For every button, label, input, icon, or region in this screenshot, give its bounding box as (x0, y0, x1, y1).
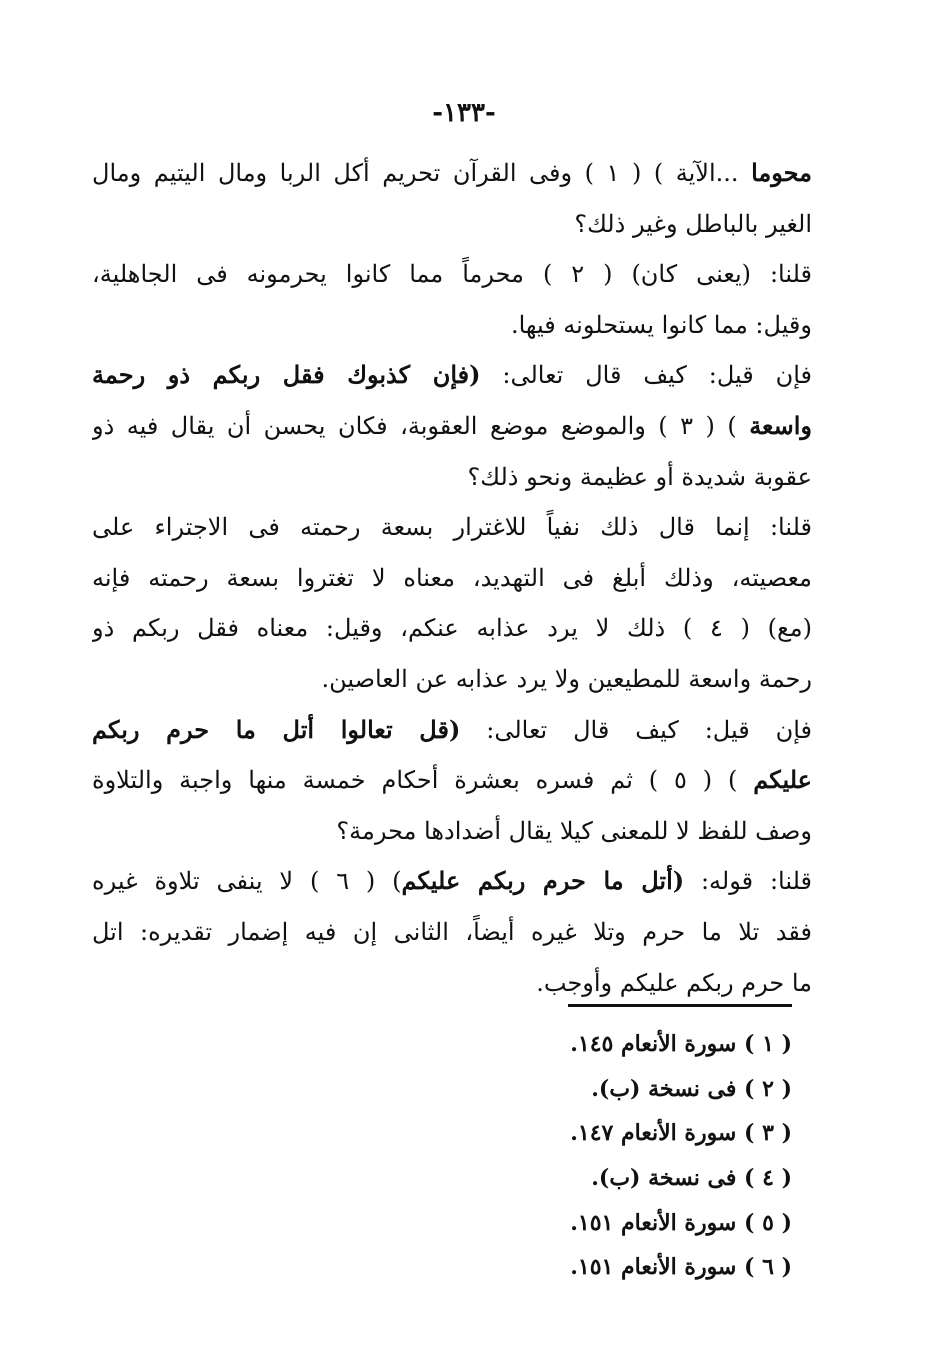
footnote: ( ٤ ) فى نسخة (ب). (591, 1165, 792, 1192)
text-line (92, 806, 812, 857)
text-line (92, 907, 812, 958)
text-line (92, 603, 812, 654)
quran-quote: محوما (751, 158, 812, 187)
text-line (92, 249, 812, 300)
text-line (92, 401, 812, 452)
text-segment: (مع) ( ٤ ) ذلك لا يرد عذابه عنكم، وقيل: معناه فقل ربكم ذو (92, 614, 812, 643)
footnotes (560, 1022, 792, 1290)
footnote: ( ٢ ) فى نسخة (ب). (591, 1075, 792, 1102)
text-line (92, 350, 812, 401)
text-segment: ) ( ٣ ) والموضع موضع العقوبة، فكان يحسن أن يقال فيه ذو (92, 411, 750, 440)
text-line (92, 199, 812, 250)
text-line (92, 300, 812, 351)
text-segment: ما حرم ربكم عليكم وأوجب. (536, 968, 812, 997)
text-line (92, 705, 812, 756)
text-segment: قلنا: (يعنى كان) ( ٢ ) محرماً مما كانوا يحرمونه فى الجاهلية، (92, 260, 812, 289)
text-segment: فقد تلا ما حرم وتلا غيره أيضاً، الثانى إن فيه إضمار تقديره: اتل (92, 917, 812, 946)
footnote-separator (568, 1004, 792, 1007)
text-segment: فإن قيل: كيف قال تعالى: (480, 361, 812, 390)
quran-quote: (أتل ما حرم ربكم عليكم (401, 866, 685, 896)
text-segment: معصيته، وذلك أبلغ فى التهديد، معناه لا تغتروا بسعة رحمته فإنه (92, 563, 812, 592)
text-line (92, 452, 812, 503)
quran-quote: (فإن كذبوك فقل ربكم ذو رحمة (92, 360, 481, 390)
text-line (92, 856, 812, 907)
text-line (92, 654, 812, 705)
body-text (92, 148, 812, 1008)
footnote: ( ١ ) سورة الأنعام ١٤٥. (570, 1031, 792, 1057)
text-segment: ) ( ٥ ) ثم فسره بعشرة أحكام خمسة منها واجبة والتلاوة (92, 766, 754, 795)
text-line (92, 553, 812, 604)
text-segment: قلنا: إنما قال ذلك نفياً للاغترار بسعة رحمته فى الاجتراء على (92, 513, 812, 542)
text-segment: فإن قيل: كيف قال تعالى: (460, 715, 812, 744)
text-segment: عقوبة شديدة أو عظيمة ونحو ذلك؟ (467, 462, 812, 491)
quran-quote: واسعة (749, 410, 812, 440)
text-line (92, 148, 812, 199)
text-line (92, 502, 812, 553)
text-segment: وقيل: مما كانوا يستحلونه فيها. (510, 310, 812, 339)
quran-quote: عليكم (753, 765, 812, 795)
footnote: ( ٥ ) سورة الأنعام ١٥١. (570, 1209, 792, 1236)
text-segment: رحمة واسعة للمطيعين ولا يرد عذابه عن العاصين. (321, 664, 812, 693)
text-segment: وصف للفظ لا للمعنى كيلا يقال أضدادها محرمة؟ (336, 816, 812, 845)
page-number: -١٣٣- (432, 98, 496, 128)
text-line (92, 958, 812, 1009)
text-segment: قلنا: قوله: (684, 867, 812, 896)
footnote: ( ٦ ) سورة الأنعام ١٥١. (570, 1254, 792, 1281)
text-segment: ...الآية ) ( ١ ) وفى القرآن تحريم أكل الربا ومال اليتيم ومال (92, 159, 752, 187)
text-line (92, 755, 812, 806)
quran-quote: (قل تعالوا أتل ما حرم ربكم (92, 714, 461, 744)
footnote: ( ٣ ) سورة الأنعام ١٤٧. (570, 1120, 792, 1147)
text-segment: الغير بالباطل وغير ذلك؟ (574, 209, 812, 238)
text-segment: ) ( ٦ ) لا ينفى تلاوة غيره (92, 867, 402, 896)
